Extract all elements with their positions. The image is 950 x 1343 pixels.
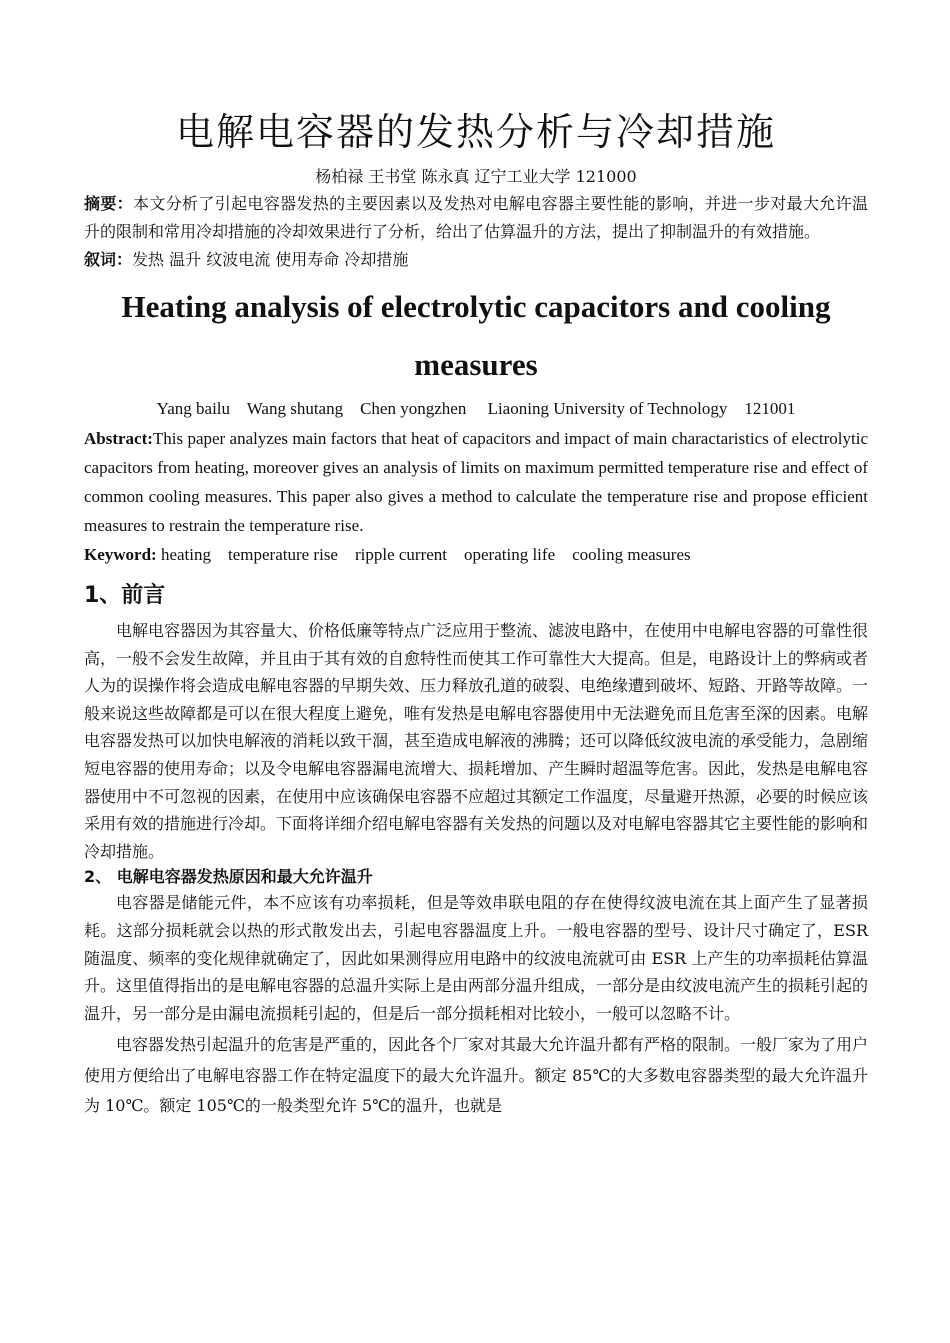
abstract-en-text: This paper analyzes main factors that heat of capacitors and impact of main charactaristics of electrolytic capacitors from heating, moreover gives an analysis of limits on maximum permitted temperature rise and effect of common cooling measures. This paper also gives a method to calculate the temperature rise and propose efficient measures to restrain the temperature rise. [84, 429, 868, 535]
section-2-paragraph-1: 电容器是储能元件，本不应该有功率损耗，但是等效串联电阻的存在使得纹波电流在其上面产生了显著损耗。这部分损耗就会以热的形式散发出去，引起电容器温度上升。一般电容器的型号、设计尺寸确定了，ESR 随温度、频率的变化规律就确定了，因此如果测得应用电路中的纹波电流就可由 ESR 上产生的功率损耗估算温升。这里值得指出的是电解电容器的总温升实际上是由两部分温升组成，一部分是由纹波电流产生的损耗引起的温升，另一部分是由漏电流损耗引起的，但是后一部分损耗相对比较小，一般可以忽略不计。 [84, 893, 869, 1023]
keywords-cn-label: 叙词： [84, 250, 133, 269]
keywords-en-text: heating temperature rise ripple current operating life cooling measures [156, 545, 691, 564]
abstract-en [84, 424, 868, 540]
abstract-en-label: Abstract: [84, 429, 153, 448]
keywords-en [84, 540, 868, 569]
section-1-paragraph: 电解电容器因为其容量大、价格低廉等特点广泛应用于整流、滤波电路中，在使用中电解电容器的可靠性很高，一般不会发生故障，并且由于其有效的自愈特性而使其工作可靠性大大提高。但是，电路设计上的弊病或者人为的误操作将会造成电解电容器的早期失效、压力释放孔道的破裂、电绝缘遭到破坏、短路、开路等故障。一般来说这些故障都是可以在很大程度上避免，唯有发热是电解电容器使用中无法避免而且危害至深的因素。电解电容器发热可以加快电解液的消耗以致干涸，甚至造成电解液的沸腾；还可以降低纹波电流的承受能力，急剧缩短电容器的使用寿命；以及令电解电容器漏电流增大、损耗增加、产生瞬时超温等危害。因此，发热是电解电容器使用中不可忽视的因素，在使用中应该确保电容器不应超过其额定工作温度，尽量避开热源，必要的时候应该采用有效的措施进行冷却。下面将详细介绍电解电容器有关发热的问题以及对电解电容器其它主要性能的影响和冷却措施。 [84, 621, 869, 861]
abstract-cn [84, 190, 868, 246]
authors-en: Yang bailu Wang shutang Chen yongzhen Liaoning University of Technology 121001 [156, 399, 796, 418]
section-1-heading: 1、前言 [84, 583, 166, 608]
section-2-paragraph-2: 电容器发热引起温升的危害是严重的，因此各个厂家对其最大允许温升都有严格的限制。一般厂家为了用户使用方便给出了电解电容器工作在特定温度下的最大允许温升。额定 85℃的大多数电容器类型的最大允许温升为 10℃。额定 105℃的一般类型允许 5℃的温升，也就是 [84, 1035, 869, 1116]
section-2-heading: 2、 电解电容器发热原因和最大允许温升 [84, 867, 373, 887]
paper-title-cn: 电解电容器的发热分析与冷却措施 [175, 110, 776, 154]
abstract-cn-text: 本文分析了引起电容器发热的主要因素以及发热对电解电容器主要性能的影响，并进一步对最大允许温升的限制和常用冷却措施的冷却效果进行了分析，给出了估算温升的方法，提出了抑制温升的有效措施。 [84, 194, 868, 241]
keywords-cn [84, 246, 868, 274]
paper-title-en: Heating analysis of electrolytic capacitors and cooling measures [121, 289, 831, 382]
abstract-cn-label: 摘要： [84, 194, 134, 213]
keywords-cn-text: 发热 温升 纹波电流 使用寿命 冷却措施 [132, 250, 409, 269]
keywords-en-label: Keyword: [84, 545, 157, 564]
authors-cn: 杨柏禄 王书堂 陈永真 辽宁工业大学 121000 [315, 167, 637, 186]
